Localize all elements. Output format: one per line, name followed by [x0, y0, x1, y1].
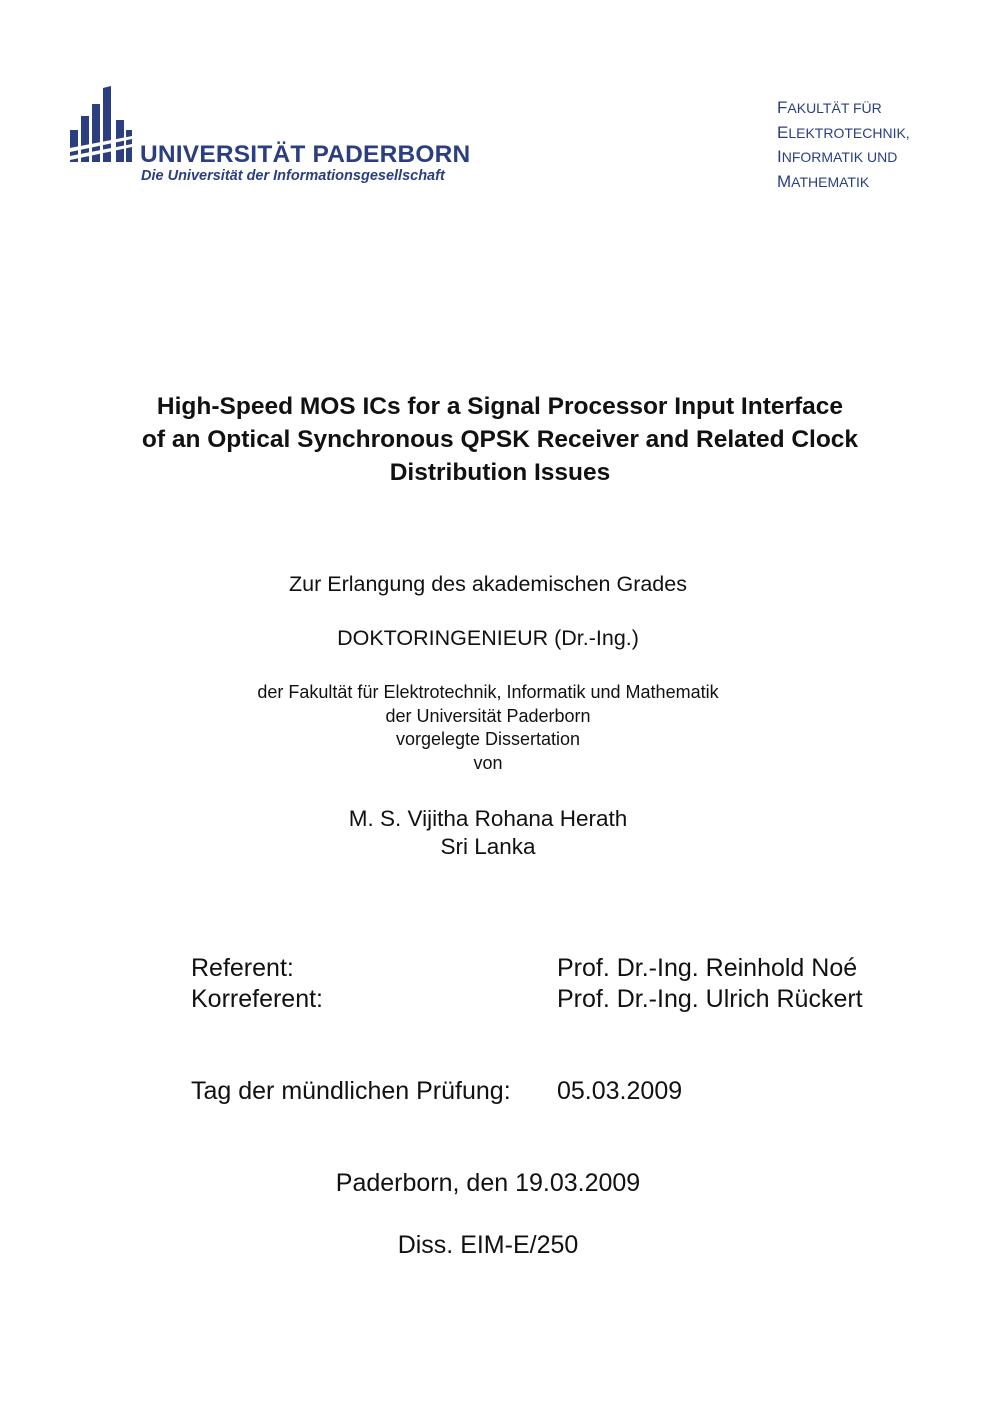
place-and-date: Paderborn, den 19.03.2009 — [335, 1169, 641, 1197]
faculty-line: INFORMATIK UND — [777, 147, 898, 166]
faculty-line: ELEKTROTECHNIK, — [777, 122, 910, 142]
submission-line: vorgelegte Dissertation — [395, 729, 581, 749]
referent-value: Prof. Dr.-Ing. Reinhold Noé — [557, 954, 858, 982]
faculty-name-block — [777, 96, 910, 194]
degree-name: DOKTORINGENIEUR (Dr.-Ing.) — [337, 626, 639, 650]
university-tagline: Die Universität der Informationsgesellschaft — [141, 168, 445, 184]
submission-line: von — [473, 752, 503, 773]
referent-label: Referent: — [191, 954, 294, 982]
university-name: UNIVERSITÄT PADERBORN — [140, 141, 471, 168]
title-line: High-Speed MOS ICs for a Signal Processor Input Interface — [156, 393, 844, 420]
dissertation-number: Diss. EIM-E/250 — [397, 1231, 579, 1259]
korreferent-value: Prof. Dr.-Ing. Ulrich Rückert — [557, 985, 863, 1013]
exam-date-label: Tag der mündlichen Prüfung: — [191, 1077, 511, 1105]
author-country: Sri Lanka — [440, 834, 536, 859]
faculty-line: MATHEMATIK — [777, 171, 870, 191]
author-name: M. S. Vijitha Rohana Herath — [348, 806, 628, 831]
faculty-line: FAKULTÄT FÜR — [777, 98, 882, 117]
dissertation-title — [60, 390, 940, 489]
title-line: of an Optical Synchronous QPSK Receiver and Related Clock — [141, 426, 859, 453]
submission-line: der Universität Paderborn — [385, 705, 591, 726]
korreferent-label: Korreferent: — [191, 985, 324, 1013]
exam-date-value: 05.03.2009 — [557, 1077, 683, 1105]
submission-line: der Fakultät für Elektrotechnik, Informatik und Mathematik — [257, 682, 719, 702]
title-line: Distribution Issues — [389, 459, 611, 486]
university-building-logo-icon — [70, 86, 134, 166]
degree-intro: Zur Erlangung des akademischen Grades — [289, 572, 687, 596]
author-block — [0, 805, 976, 861]
submission-statement — [0, 681, 976, 775]
